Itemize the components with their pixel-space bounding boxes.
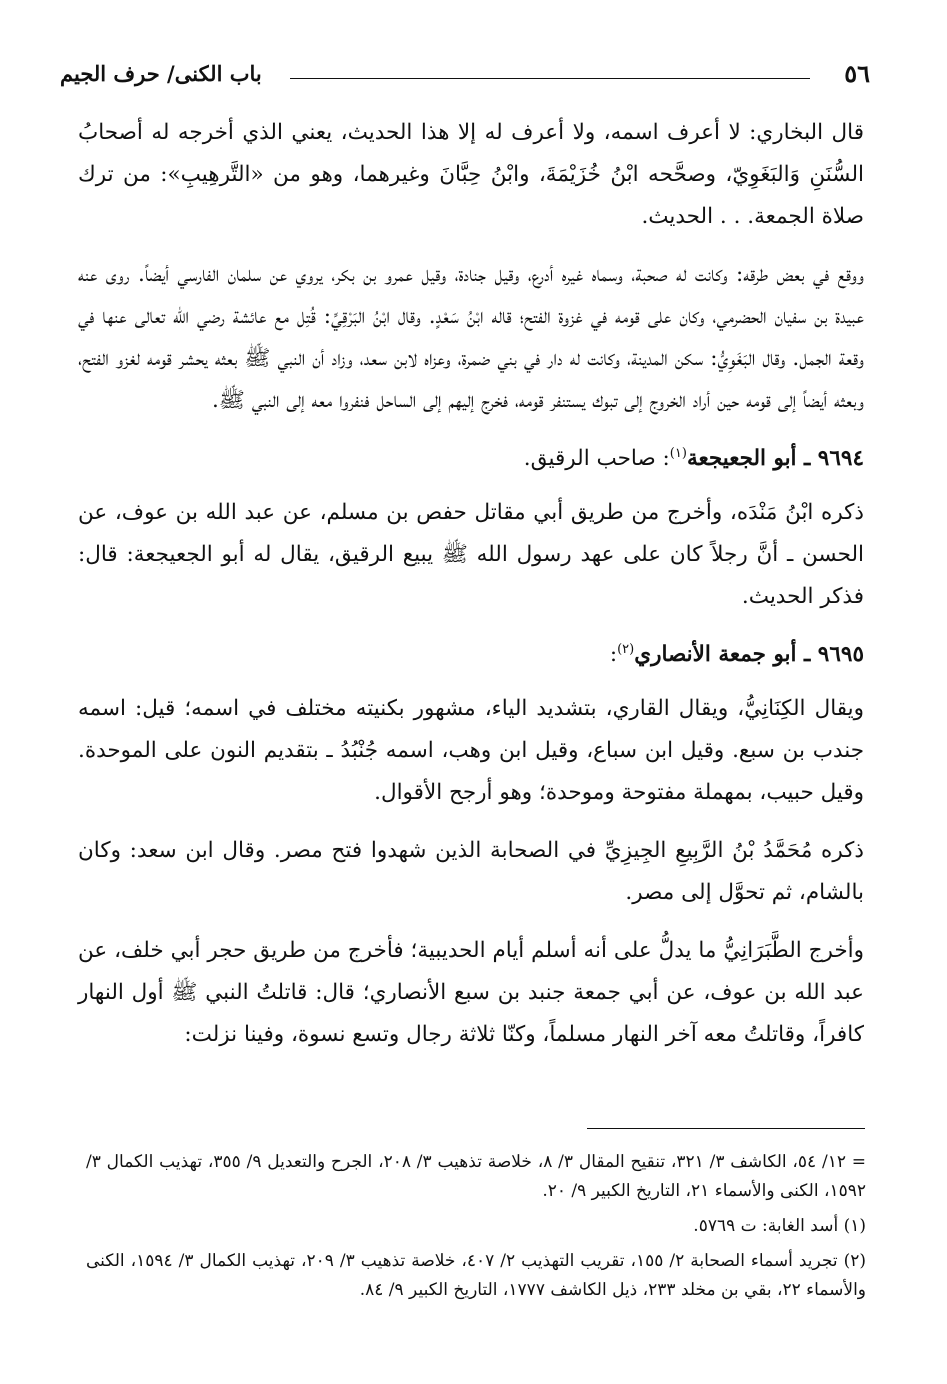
main-text xyxy=(78,112,864,1072)
entry-subtitle: : xyxy=(609,642,618,667)
paragraph: ووقع في بعض طرقه: وكانت له صحبة، وسماه غيره أدرع، وقيل جنادة، وقيل عمرو بن بكر، يروي عن سلمان الفارسي أيضاً. روى عنه عبيدة بن سفيان الحضرمي، وكان على قومه في غزوة الفتح؛ قاله ابْنُ سَعْدٍ. وقال ابْنُ البَرْقِيِّ: قُتِل مع عائشة رضي الله تعالى عنها في وقعة الجمل. وقال البَغَوِيُّ: سكن المدينة، وكانت له دار في بني ضمرة، وعزاه لابن سعد، وزاد أن النبي ﷺ بعثه يحشر قومه لغزو الفتح، وبعثه أيضاً إلى قومه حين أراد الخروج إلى تبوك يستنفر قومه، فخرج إليهم إلى الساحل فنفروا معه إلى النبي ﷺ. xyxy=(78,262,864,413)
running-head: باب الكنى/ حرف الجيم xyxy=(60,61,262,86)
footnote-ref: (١) xyxy=(669,445,687,461)
entry-heading-9694 xyxy=(78,438,864,480)
entry-subtitle: : صاحب الرقيق. xyxy=(523,446,670,471)
paragraph: قال البخاري: لا أعرف اسمه، ولا أعرف له إلا هذا الحديث، يعني الذي أخرجه له أصحابُ السُّنَنِ وَالبَغَوِيّ، وصحَّحه ابْنُ خُزَيْمَةَ، وابْنُ حِبَّانَ وغيرهما، وهو من «التَّرهِيبِ»: من ترك صلاة الجمعة. . . الحديث. xyxy=(78,120,864,229)
header-rule xyxy=(290,78,810,79)
footnotes xyxy=(86,1148,866,1311)
paragraph: ذكره مُحَمَّدُ بْنُ الرَّبِيعِ الجِيزِيِّ في الصحابة الذين شهدوا فتح مصر. وقال ابن سعد: وكان بالشام، ثم تحوَّل إلى مصر. xyxy=(78,838,864,905)
entry-title: ٩٦٩٥ ـ أبو جمعة الأنصاري xyxy=(634,642,864,667)
footnote-ref: (٢) xyxy=(617,641,635,657)
footnote-rule xyxy=(587,1128,865,1129)
entry-heading-9695 xyxy=(78,634,864,676)
paragraph: وأخرج الطَّبَرَانِيُّ ما يدلُّ على أنه أسلم أيام الحديبية؛ فأخرج من طريق حجر أبي خلف، عن عبد الله بن عوف، عن أبي جمعة جنبد بن سبع الأنصاري؛ قال: قاتلتُ النبي ﷺ أول النهار كافراً، وقاتلتُ معه آخر النهار مسلماً، وكنّا ثلاثة رجال وتسع نسوة، وفينا نزلت: xyxy=(78,938,864,1047)
footnote: (١) أسد الغابة: ت ٥٧٦٩. xyxy=(693,1216,866,1236)
page-number: ٥٦ xyxy=(844,59,870,88)
entry-title: ٩٦٩٤ ـ أبو الجعيجعة xyxy=(686,446,864,471)
footnote: (٢) تجريد أسماء الصحابة ٢/ ١٥٥، تقريب التهذيب ٢/ ٤٠٧، خلاصة تذهيب ٣/ ٢٠٩، تهذيب الكمال ٣/ ١٥٩٤، الكنى والأسماء ٢٢، بقي بن مخلد ٢٣٣، ذيل الكاشف ١٧٧٧، التاريخ الكبير ٩/ ٨٤. xyxy=(86,1251,867,1300)
page-header xyxy=(60,56,870,96)
paragraph: ذكره ابْنُ مَنْدَه، وأخرج من طريق أبي مقاتل حفص بن مسلم، عن عبد الله بن عوف، عن الحسن ـ أنَّ رجلاً كان على عهد رسول الله ﷺ يبيع الرقيق، يقال له أبو الجعيجعة: قال: فذكر الحديث. xyxy=(78,500,864,609)
footnote: = ١٢/ ٥٤، الكاشف ٣/ ٣٢١، تنقيح المقال ٣/ ٨، خلاصة تذهيب ٣/ ٢٠٨، الجرح والتعديل ٩/ ٣٥٥، تهذيب الكمال ٣/ ١٥٩٢، الكنى والأسماء ٢١، التاريخ الكبير ٩/ ٢٠. xyxy=(86,1152,867,1201)
paragraph: ويقال الكِنَانِيُّ، ويقال القاري، بتشديد الياء، مشهور بكنيته مختلف في اسمه؛ قيل: اسمه جندب بن سبع. وقيل ابن سباع، وقيل ابن وهب، اسمه جُنْبُدُ ـ بتقديم النون على الموحدة. وقيل حبيب، بمهملة مفتوحة وموحدة؛ وهو أرجح الأقوال. xyxy=(78,696,864,805)
